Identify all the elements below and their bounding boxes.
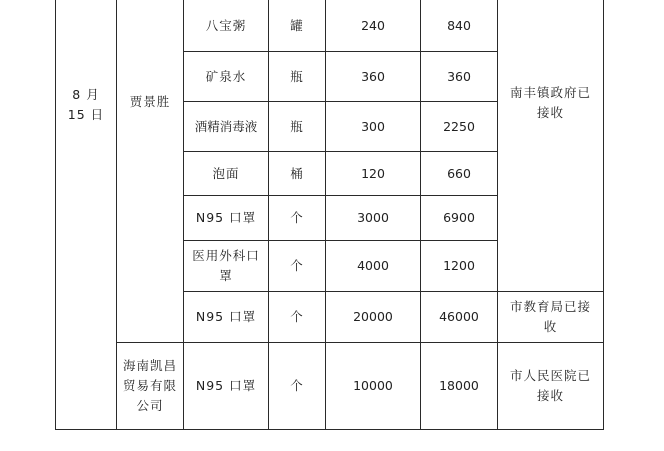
item-qty: 3000 (357, 210, 389, 225)
recipient-cell (498, 75, 603, 131)
donor-name: 贾景胜 (129, 94, 171, 109)
item-unit: 罐 (290, 17, 304, 33)
date-text: 8 月 15 日 (67, 87, 105, 122)
recipient-text: 市教育局已接收 (509, 299, 591, 334)
item-qty: 360 (361, 68, 385, 84)
item-name: N95 口罩 (195, 378, 257, 393)
item-qty: 20000 (353, 309, 393, 324)
item-unit: 个 (290, 309, 304, 324)
item-qty: 300 (361, 118, 385, 134)
item-name: 泡面 (212, 165, 240, 181)
grid-line (55, 0, 56, 429)
recipient-text: 市人民医院已接收 (509, 368, 591, 403)
item-amount: 18000 (439, 378, 479, 393)
date-cell (56, 75, 116, 135)
item-amount: 2250 (443, 118, 475, 134)
recipient-cell (498, 292, 603, 342)
item-unit: 桶 (290, 165, 304, 181)
grid-line (55, 429, 604, 430)
item-amount: 1200 (443, 258, 475, 273)
item-amount: 6900 (443, 210, 475, 225)
item-name (184, 241, 268, 291)
item-unit: 个 (290, 258, 304, 273)
item-name: N95 口罩 (195, 210, 257, 225)
item-qty: 4000 (357, 258, 389, 273)
item-unit: 个 (290, 378, 304, 393)
recipient-cell (498, 343, 603, 429)
item-amount: 660 (447, 165, 471, 181)
item-unit: 个 (290, 210, 304, 225)
item-name: 酒精消毒液 (194, 118, 258, 134)
donor-cell (117, 90, 183, 114)
item-name: 八宝粥 (205, 17, 247, 33)
item-name-text: 医用外科口罩 (192, 248, 260, 283)
item-qty: 120 (361, 165, 385, 181)
item-qty: 10000 (353, 378, 393, 393)
item-unit: 瓶 (290, 68, 304, 84)
item-unit: 瓶 (290, 118, 304, 134)
item-name: 矿泉水 (205, 68, 247, 84)
item-amount: 46000 (439, 309, 479, 324)
item-amount: 840 (447, 17, 471, 33)
donor-name: 海南凯昌贸易有限公司 (123, 358, 178, 413)
donor-cell (117, 343, 183, 429)
item-amount: 360 (447, 68, 471, 84)
recipient-text: 南丰镇政府已接收 (509, 85, 591, 120)
item-qty: 240 (361, 17, 385, 33)
grid-line (603, 0, 604, 429)
item-name: N95 口罩 (195, 309, 257, 324)
